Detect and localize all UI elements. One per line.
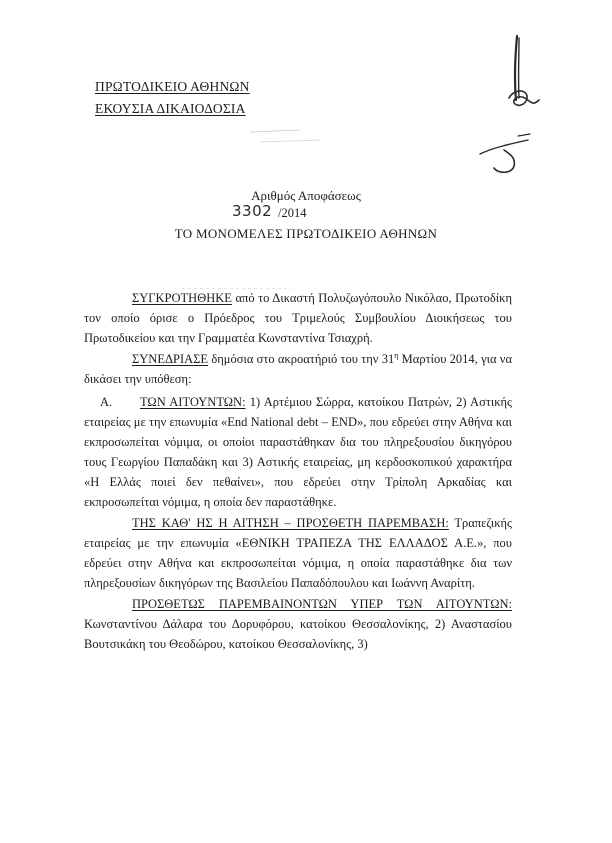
petitioners-lead: ΤΩΝ ΑΙΤΟΥΝΤΩΝ: [140,395,246,409]
interveners-paragraph [84,594,512,654]
respondent-lead: ΤΗΣ ΚΑΘ' ΗΣ Η ΑΙΤΗΣΗ – ΠΡΟΣΘΕΤΗ ΠΑΡΕΜΒΑΣΗ: [132,516,449,530]
petitioners-paragraph [84,392,512,512]
respondent-text: Τραπεζικής εταιρείας με την επωνυμία «ΕΘΝΙΚΗ ΤΡΑΠΕΖΑ ΤΗΣ ΕΛΛΑΔΟΣ Α.Ε.», που εδρεύει στην Αθήνα και εκπροσωπείται νόμιμα, η οποία παραστάθηκε δια των πληρεξουσίων δικηγόρων της Βασιλείου Παπαδόπουλου και Ιωάννη Αναρίτη. [84,516,512,590]
session-lead: ΣΥΝΕΔΡΙΑΣΕ [132,352,209,366]
interveners-text: Κωνσταντίνου Δάλαρα του Δορυφόρου, κατοίκου Θεσσαλονίκης, 2) Αναστασίου Βουτσικάκη του Θεοδώρου, κατοίκου Θεσσαλονίκης, 3) [84,617,512,651]
handwritten-page-mark [495,28,555,118]
court-header [95,76,250,120]
composition-paragraph [84,288,512,348]
respondent-paragraph [84,513,512,593]
handwritten-initial-mark [470,128,540,180]
petitioners-text: 1) Αρτέμιου Σώρρα, κατοίκου Πατρών, 2) Αστικής εταιρείας με την επωνυμία «End National debt – END», που εδρεύει στην Αθήνα και εκπροσωπείται νόμιμα, οι οποίοι παραστάθηκαν δια του πληρεξουσίου δικηγόρου τους Γεωργίου Παπαδάκη και 3) Αστικής εταιρείας, μη κερδοσκοπικού χαρακτήρα «Η Ελλάς ποιεί δεν πεθαίνει», που εδρεύει στην Τρίπολη Αρκαδίας και εκπροσωπείται νόμιμα, η οποία δεν παραστάθηκε. [84,395,512,509]
court-title: ΤΟ ΜΟΝΟΜΕΛΕΣ ΠΡΩΤΟΔΙΚΕΙΟ ΑΘΗΝΩΝ [174,226,438,241]
composition-lead: ΣΥΓΚΡΟΤΗΘΗΚΕ [132,291,232,305]
decision-number [232,204,352,228]
scan-artifact [250,128,340,152]
session-text-end: Μαρτίου 2014, για να δικάσει την υπόθεση: [84,352,512,386]
decision-number-handwritten: 3302 [232,202,273,220]
decision-body [84,288,512,654]
decision-label: Αριθμός Αποφάσεως [251,188,361,203]
section-letter-a: Α. [100,395,113,409]
composition-text: από το Δικαστή Πολυζωγόπουλο Νικόλαο, Πρωτοδίκη τον οποίο όρισε ο Πρόεδρος του Τριμελούς Συμβουλίου Διοικήσεως του Πρωτοδικείου και την Γραμματέα Κωνσταντίνα Τσιαχρή. [84,291,512,345]
session-date-superscript: η [394,350,399,360]
court-name: ΠΡΩΤΟΔΙΚΕΙΟ ΑΘΗΝΩΝ [95,79,250,94]
session-text: δημόσια στο ακροατήριό του την 31 [208,352,395,366]
decision-year: /2014 [278,206,307,220]
interveners-lead: ΠΡΟΣΘΕΤΩΣ ΠΑΡΕΜΒΑΙΝΟΝΤΩΝ ΥΠΕΡ ΤΩΝ ΑΙΤΟΥΝΤΩΝ: [132,597,512,611]
session-paragraph [84,349,512,389]
court-division: ΕΚΟΥΣΙΑ ΔΙΚΑΙΟΔΟΣΙΑ [95,101,246,116]
